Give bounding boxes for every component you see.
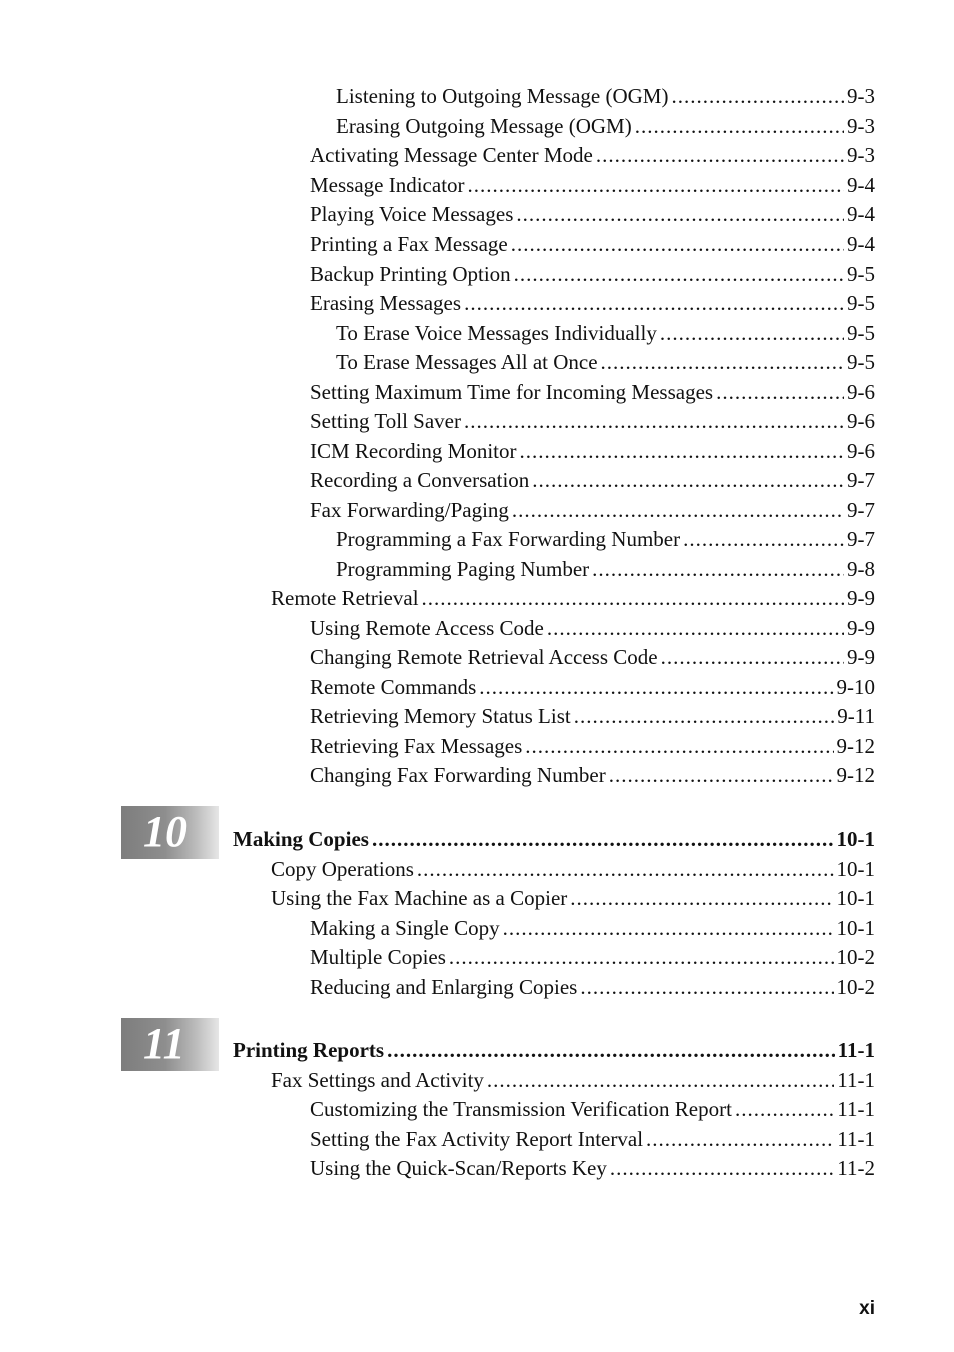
toc-entry (336, 348, 875, 376)
toc-entry-page: 9-8 (847, 557, 875, 581)
toc-entry-page: 9-7 (847, 498, 875, 522)
toc-chapter-heading (233, 1036, 875, 1064)
toc-entry-page: 9-3 (847, 114, 875, 138)
dot-leader (580, 973, 833, 1001)
dot-leader (596, 141, 844, 169)
dot-leader (468, 171, 844, 199)
toc-entry-page: 9-5 (847, 321, 875, 345)
toc-entry-title: Making Copies (233, 827, 369, 851)
dot-leader (516, 200, 844, 228)
toc-entry-page: 11-1 (837, 1068, 875, 1092)
dot-leader (592, 555, 844, 583)
dot-leader (570, 884, 833, 912)
toc-entry-title: Using the Quick-Scan/Reports Key (310, 1156, 607, 1180)
toc-chapter-heading (233, 825, 875, 853)
toc-entry-page: 9-9 (847, 616, 875, 640)
toc-entry (310, 230, 875, 258)
chapter-11-tab (121, 1018, 219, 1071)
toc-entry-page: 9-7 (847, 468, 875, 492)
toc-entry-page: 9-9 (847, 645, 875, 669)
chapter-10-tab (121, 806, 219, 859)
dot-leader (464, 407, 844, 435)
dot-leader (449, 943, 834, 971)
toc-entry-title: Activating Message Center Mode (310, 143, 593, 167)
toc-entry-page: 10-2 (836, 975, 875, 999)
dot-leader (671, 82, 844, 110)
toc-entry-title: Retrieving Memory Status List (310, 704, 571, 728)
toc-entry-page: 9-4 (847, 232, 875, 256)
toc-entry-title: Multiple Copies (310, 945, 446, 969)
toc-entry-page: 10-1 (836, 857, 875, 881)
chapter-number: 10 (143, 807, 187, 856)
toc-entry (310, 496, 875, 524)
toc-entry-page: 10-1 (836, 827, 875, 851)
dot-leader (660, 319, 844, 347)
toc-entry (310, 260, 875, 288)
dot-leader (635, 112, 844, 140)
toc-entry-page: 9-5 (847, 350, 875, 374)
toc-entry-page: 9-4 (847, 202, 875, 226)
toc-entry-page: 10-1 (836, 886, 875, 910)
toc-entry-page: 9-5 (847, 262, 875, 286)
page-number: xi (859, 1298, 875, 1319)
toc-entry-title: Playing Voice Messages (310, 202, 514, 226)
dot-leader (487, 1066, 834, 1094)
toc-entry-title: ICM Recording Monitor (310, 439, 517, 463)
toc-entry (336, 555, 875, 583)
toc-entry-title: Programming Paging Number (336, 557, 590, 581)
toc-entry (310, 289, 875, 317)
dot-leader (372, 825, 834, 853)
dot-leader (532, 466, 844, 494)
toc-entry-title: Backup Printing Option (310, 262, 511, 286)
toc-entry-title: Customizing the Transmission Verification Report (310, 1097, 732, 1121)
dot-leader (601, 348, 844, 376)
toc-entry (271, 855, 875, 883)
toc-entry-title: Erasing Outgoing Message (OGM) (336, 114, 632, 138)
dot-leader (661, 643, 844, 671)
dot-leader (525, 732, 833, 760)
toc-entry (310, 171, 875, 199)
toc-entry (310, 1125, 875, 1153)
dot-leader (735, 1095, 834, 1123)
toc-entry-title: Setting Maximum Time for Incoming Messages (310, 380, 714, 404)
toc-entry-title: Using Remote Access Code (310, 616, 544, 640)
toc-entry-page: 9-10 (836, 675, 875, 699)
dot-leader (574, 702, 835, 730)
toc-entry-title: Copy Operations (271, 857, 414, 881)
toc-entry-page: 10-1 (836, 916, 875, 940)
toc-entry (271, 1066, 875, 1094)
toc-entry-title: Message Indicator (310, 173, 465, 197)
toc-entry (310, 914, 875, 942)
toc-entry (336, 82, 875, 110)
dot-leader (514, 260, 844, 288)
dot-leader (511, 230, 844, 258)
toc-entry-title: Erasing Messages (310, 291, 462, 315)
dot-leader (610, 1154, 834, 1182)
toc-entry-title: Using the Fax Machine as a Copier (271, 886, 568, 910)
toc-entry-page: 9-5 (847, 291, 875, 315)
toc-entry (310, 673, 875, 701)
toc-entry (336, 112, 875, 140)
dot-leader (503, 914, 834, 942)
toc-entry-title: To Erase Voice Messages Individually (336, 321, 657, 345)
toc-entry-title: Fax Settings and Activity (271, 1068, 484, 1092)
toc-entry-title: Retrieving Fax Messages (310, 734, 523, 758)
toc-entry (271, 584, 875, 612)
toc-entry-page: 9-11 (837, 704, 875, 728)
toc-entry (336, 525, 875, 553)
dot-leader (609, 761, 834, 789)
toc-entry-title: Setting the Fax Activity Report Interval (310, 1127, 644, 1151)
toc-entry-title: Remote Retrieval (271, 586, 419, 610)
toc-entry (310, 614, 875, 642)
dot-leader (464, 289, 844, 317)
dot-leader (547, 614, 844, 642)
toc-entry-page: 9-3 (847, 143, 875, 167)
toc-entry (310, 1154, 875, 1182)
toc-entry (310, 407, 875, 435)
toc-entry-title: Setting Toll Saver (310, 409, 461, 433)
toc-entry (271, 884, 875, 912)
toc-entry-page: 9-6 (847, 380, 875, 404)
toc-entry (310, 943, 875, 971)
toc-entry-page: 9-3 (847, 84, 875, 108)
toc-entry (310, 378, 875, 406)
toc-entry (310, 761, 875, 789)
toc-entry-page: 10-2 (836, 945, 875, 969)
toc-entry-page: 11-1 (837, 1038, 875, 1062)
toc-entry-title: Printing a Fax Message (310, 232, 508, 256)
toc-entry-page: 9-9 (847, 586, 875, 610)
dot-leader (422, 584, 844, 612)
toc-entry (310, 466, 875, 494)
toc-entry-title: Changing Fax Forwarding Number (310, 763, 606, 787)
toc-entry-title: Fax Forwarding/Paging (310, 498, 509, 522)
toc-entry-page: 9-6 (847, 409, 875, 433)
dot-leader (512, 496, 844, 524)
toc-entry (310, 973, 875, 1001)
toc-entry (310, 643, 875, 671)
dot-leader (646, 1125, 834, 1153)
toc-entry-page: 11-1 (837, 1127, 875, 1151)
toc-entry-title: Printing Reports (233, 1038, 385, 1062)
toc-entry-title: Changing Remote Retrieval Access Code (310, 645, 658, 669)
toc-entry-title: Listening to Outgoing Message (OGM) (336, 84, 669, 108)
toc-entry (310, 732, 875, 760)
dot-leader (479, 673, 833, 701)
dot-leader (683, 525, 844, 553)
toc-entry-title: Recording a Conversation (310, 468, 530, 492)
toc-entry (310, 437, 875, 465)
toc-entry-page: 9-4 (847, 173, 875, 197)
dot-leader (716, 378, 844, 406)
toc-entry-page: 9-12 (836, 734, 875, 758)
toc-entry-title: Reducing and Enlarging Copies (310, 975, 578, 999)
toc-entry-title: Remote Commands (310, 675, 477, 699)
toc-entry (310, 1095, 875, 1123)
toc-entry-page: 9-7 (847, 527, 875, 551)
toc-entry-title: Programming a Fax Forwarding Number (336, 527, 681, 551)
chapter-number: 11 (143, 1019, 185, 1068)
dot-leader (417, 855, 834, 883)
dot-leader (387, 1036, 835, 1064)
toc-entry-page: 11-2 (837, 1156, 875, 1180)
toc-entry-page: 11-1 (837, 1097, 875, 1121)
dot-leader (519, 437, 844, 465)
toc-entry-page: 9-6 (847, 439, 875, 463)
toc-entry-page: 9-12 (836, 763, 875, 787)
toc-entry-title: Making a Single Copy (310, 916, 500, 940)
toc-entry (336, 319, 875, 347)
toc-entry (310, 141, 875, 169)
toc-entry (310, 702, 875, 730)
toc-entry (310, 200, 875, 228)
toc-entry-title: To Erase Messages All at Once (336, 350, 598, 374)
